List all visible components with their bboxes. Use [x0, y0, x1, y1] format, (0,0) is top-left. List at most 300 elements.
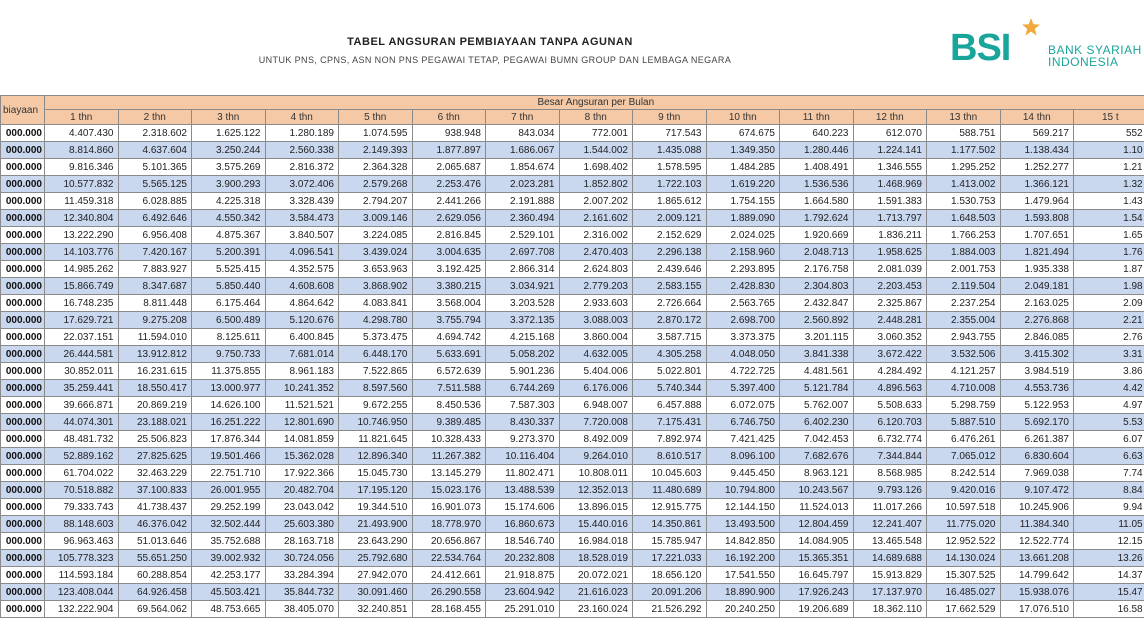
installment-cell: 25.291.010 — [486, 601, 560, 618]
column-header-tenor: 9 thn — [633, 110, 707, 125]
installment-cell: 60.288.854 — [118, 567, 192, 584]
installment-cell: 2.583.155 — [633, 278, 707, 295]
installment-cell: 12.915.775 — [633, 499, 707, 516]
installment-cell: 772.001 — [559, 125, 633, 142]
installment-cell: 1.754.155 — [706, 193, 780, 210]
installment-cell: 1.792.624 — [780, 210, 854, 227]
installment-cell: 10.597.518 — [927, 499, 1001, 516]
installment-cell: 1.366.121 — [1000, 176, 1074, 193]
installment-cell: 4.608.608 — [265, 278, 339, 295]
installment-cell: 15.307.525 — [927, 567, 1001, 584]
installment-cell: 7.065.012 — [927, 448, 1001, 465]
column-header-tenor: 12 thn — [853, 110, 927, 125]
installment-cell: 1.10 — [1074, 142, 1144, 159]
installment-cell: 1.958.625 — [853, 244, 927, 261]
installment-cell: 588.751 — [927, 125, 1001, 142]
table-row — [1, 533, 1144, 550]
table-body — [1, 125, 1144, 618]
financing-amount-cell: 000.000 — [1, 397, 45, 414]
installment-cell: 37.100.833 — [118, 482, 192, 499]
installment-cell: 8.597.560 — [339, 380, 413, 397]
installment-cell: 15.938.076 — [1000, 584, 1074, 601]
installment-cell: 1.413.002 — [927, 176, 1001, 193]
installment-cell: 1.074.595 — [339, 125, 413, 142]
installment-cell: 7.042.453 — [780, 431, 854, 448]
installment-cell: 22.751.710 — [192, 465, 266, 482]
installment-cell: 3.203.528 — [486, 295, 560, 312]
installment-cell: 1.686.067 — [486, 142, 560, 159]
installment-cell: 12.952.522 — [927, 533, 1001, 550]
installment-cell: 5.508.633 — [853, 397, 927, 414]
installment-cell: 4.864.642 — [265, 295, 339, 312]
installment-cell: 8.347.687 — [118, 278, 192, 295]
installment-cell: 17.137.970 — [853, 584, 927, 601]
installment-cell: 13.493.500 — [706, 516, 780, 533]
installment-cell: 14.37 — [1074, 567, 1144, 584]
installment-cell: 4.215.168 — [486, 329, 560, 346]
column-header-tenor: 8 thn — [559, 110, 633, 125]
financing-amount-cell: 000.000 — [1, 193, 45, 210]
installment-cell: 2.203.453 — [853, 278, 927, 295]
installment-cell: 6.948.007 — [559, 397, 633, 414]
installment-cell: 6.457.888 — [633, 397, 707, 414]
installment-cell: 5.397.400 — [706, 380, 780, 397]
installment-cell: 6.175.464 — [192, 295, 266, 312]
installment-cell: 2.163.025 — [1000, 295, 1074, 312]
installment-cell: 16.901.073 — [412, 499, 486, 516]
installment-cell: 18.890.900 — [706, 584, 780, 601]
installment-cell: 6.492.646 — [118, 210, 192, 227]
installment-cell: 7.720.008 — [559, 414, 633, 431]
installment-cell: 2.360.494 — [486, 210, 560, 227]
installment-cell: 20.656.867 — [412, 533, 486, 550]
installment-cell: 612.070 — [853, 125, 927, 142]
installment-cell: 843.034 — [486, 125, 560, 142]
installment-cell: 6.500.489 — [192, 312, 266, 329]
installment-cell: 2.325.867 — [853, 295, 927, 312]
installment-cell: 2.448.281 — [853, 312, 927, 329]
installment-cell: 14.081.859 — [265, 431, 339, 448]
installment-cell: 2.023.281 — [486, 176, 560, 193]
installment-cell: 10.794.800 — [706, 482, 780, 499]
installment-cell: 4.284.492 — [853, 363, 927, 380]
column-header-tenor: 6 thn — [412, 110, 486, 125]
installment-cell: 717.543 — [633, 125, 707, 142]
installment-cell: 3.840.507 — [265, 227, 339, 244]
financing-amount-cell: 000.000 — [1, 329, 45, 346]
installment-cell: 2.76 — [1074, 329, 1144, 346]
table-row — [1, 550, 1144, 567]
installment-cell: 15.362.028 — [265, 448, 339, 465]
installment-cell: 28.163.718 — [265, 533, 339, 550]
installment-cell: 5.633.691 — [412, 346, 486, 363]
installment-cell: 16.860.673 — [486, 516, 560, 533]
table-row — [1, 363, 1144, 380]
installment-cell: 55.651.250 — [118, 550, 192, 567]
installment-cell: 10.243.567 — [780, 482, 854, 499]
financing-amount-cell: 000.000 — [1, 278, 45, 295]
installment-cell: 1.280.189 — [265, 125, 339, 142]
installment-cell: 9.750.733 — [192, 346, 266, 363]
installment-cell: 13.661.208 — [1000, 550, 1074, 567]
installment-cell: 17.922.366 — [265, 465, 339, 482]
financing-amount-cell: 000.000 — [1, 363, 45, 380]
installment-cell: 6.120.703 — [853, 414, 927, 431]
installment-cell: 14.626.100 — [192, 397, 266, 414]
installment-cell: 6.072.075 — [706, 397, 780, 414]
installment-cell: 38.405.070 — [265, 601, 339, 618]
installment-cell: 9.389.485 — [412, 414, 486, 431]
financing-amount-cell: 000.000 — [1, 533, 45, 550]
installment-cell: 3.060.352 — [853, 329, 927, 346]
installment-cell: 2.049.181 — [1000, 278, 1074, 295]
financing-amount-cell: 000.000 — [1, 210, 45, 227]
installment-cell: 1.722.103 — [633, 176, 707, 193]
installment-cell: 2.161.602 — [559, 210, 633, 227]
installment-cell: 4.083.841 — [339, 295, 413, 312]
installment-cell: 11.821.645 — [339, 431, 413, 448]
financing-amount-cell: 000.000 — [1, 516, 45, 533]
installment-cell: 640.223 — [780, 125, 854, 142]
installment-cell: 11.480.689 — [633, 482, 707, 499]
installment-cell: 20.869.219 — [118, 397, 192, 414]
installment-cell: 18.362.110 — [853, 601, 927, 618]
installment-cell: 18.778.970 — [412, 516, 486, 533]
installment-cell: 1.54 — [1074, 210, 1144, 227]
installment-cell: 9.793.126 — [853, 482, 927, 499]
table-row — [1, 312, 1144, 329]
installment-cell: 13.896.015 — [559, 499, 633, 516]
installment-cell: 1.884.003 — [927, 244, 1001, 261]
installment-cell: 1.865.612 — [633, 193, 707, 210]
installment-cell: 5.901.236 — [486, 363, 560, 380]
installment-cell: 3.439.024 — [339, 244, 413, 261]
installment-cell: 2.794.207 — [339, 193, 413, 210]
table-row — [1, 278, 1144, 295]
installment-cell: 8.961.183 — [265, 363, 339, 380]
logo-text — [1048, 44, 1142, 68]
installment-cell: 23.643.290 — [339, 533, 413, 550]
installment-cell: 14.350.861 — [633, 516, 707, 533]
installment-cell: 8.811.448 — [118, 295, 192, 312]
installment-cell: 674.675 — [706, 125, 780, 142]
financing-amount-cell: 000.000 — [1, 482, 45, 499]
installment-cell: 2.579.268 — [339, 176, 413, 193]
installment-cell: 16.192.200 — [706, 550, 780, 567]
installment-cell: 17.076.510 — [1000, 601, 1074, 618]
installment-cell: 13.912.812 — [118, 346, 192, 363]
financing-amount-cell: 000.000 — [1, 380, 45, 397]
installment-cell: 1.920.669 — [780, 227, 854, 244]
installment-cell: 1.836.211 — [853, 227, 927, 244]
installment-cell: 4.407.430 — [45, 125, 119, 142]
installment-cell: 2.439.646 — [633, 261, 707, 278]
installment-cell: 1.349.350 — [706, 142, 780, 159]
financing-amount-cell: 000.000 — [1, 567, 45, 584]
installment-table-container[interactable] — [0, 95, 1144, 635]
installment-cell: 2.846.085 — [1000, 329, 1074, 346]
installment-cell: 10.245.906 — [1000, 499, 1074, 516]
installment-cell: 2.698.700 — [706, 312, 780, 329]
installment-cell: 5.022.801 — [633, 363, 707, 380]
installment-cell: 9.816.346 — [45, 159, 119, 176]
installment-cell: 1.698.402 — [559, 159, 633, 176]
installment-cell: 32.502.444 — [192, 516, 266, 533]
installment-cell: 5.404.006 — [559, 363, 633, 380]
financing-amount-cell: 000.000 — [1, 346, 45, 363]
installment-cell: 9.672.255 — [339, 397, 413, 414]
installment-cell: 8.125.611 — [192, 329, 266, 346]
installment-cell: 11.521.521 — [265, 397, 339, 414]
financing-amount-cell: 000.000 — [1, 431, 45, 448]
installment-cell: 21.616.023 — [559, 584, 633, 601]
installment-cell: 48.481.732 — [45, 431, 119, 448]
installment-cell: 3.532.506 — [927, 346, 1001, 363]
column-header-tenor: 2 thn — [118, 110, 192, 125]
installment-cell: 6.746.750 — [706, 414, 780, 431]
installment-cell: 15.023.176 — [412, 482, 486, 499]
installment-cell: 12.801.690 — [265, 414, 339, 431]
installment-cell: 17.662.529 — [927, 601, 1001, 618]
installment-cell: 1.98 — [1074, 278, 1144, 295]
installment-cell: 13.145.279 — [412, 465, 486, 482]
installment-cell: 3.584.473 — [265, 210, 339, 227]
installment-cell: 8.84 — [1074, 482, 1144, 499]
installment-cell: 9.420.016 — [927, 482, 1001, 499]
installment-cell: 7.74 — [1074, 465, 1144, 482]
installment-cell: 29.252.199 — [192, 499, 266, 516]
installment-cell: 14.985.262 — [45, 261, 119, 278]
installment-cell: 3.755.794 — [412, 312, 486, 329]
financing-amount-cell: 000.000 — [1, 584, 45, 601]
installment-cell: 15.913.829 — [853, 567, 927, 584]
installment-cell: 1.854.674 — [486, 159, 560, 176]
installment-cell: 4.875.367 — [192, 227, 266, 244]
installment-cell: 7.969.038 — [1000, 465, 1074, 482]
installment-cell: 2.470.403 — [559, 244, 633, 261]
installment-cell: 4.121.257 — [927, 363, 1001, 380]
installment-cell: 2.191.888 — [486, 193, 560, 210]
installment-cell: 2.21 — [1074, 312, 1144, 329]
installment-cell: 20.482.704 — [265, 482, 339, 499]
installment-cell: 25.506.823 — [118, 431, 192, 448]
installment-cell: 9.94 — [1074, 499, 1144, 516]
installment-cell: 10.241.352 — [265, 380, 339, 397]
financing-amount-cell: 000.000 — [1, 295, 45, 312]
installment-cell: 2.441.266 — [412, 193, 486, 210]
installment-cell: 3.868.902 — [339, 278, 413, 295]
installment-cell: 5.692.170 — [1000, 414, 1074, 431]
installment-cell: 15.365.351 — [780, 550, 854, 567]
installment-cell: 12.522.774 — [1000, 533, 1074, 550]
installment-cell: 2.007.202 — [559, 193, 633, 210]
installment-cell: 2.296.138 — [633, 244, 707, 261]
financing-amount-cell: 000.000 — [1, 176, 45, 193]
installment-cell: 13.000.977 — [192, 380, 266, 397]
installment-cell: 41.738.437 — [118, 499, 192, 516]
installment-cell: 5.565.125 — [118, 176, 192, 193]
installment-cell: 1.43 — [1074, 193, 1144, 210]
installment-cell: 569.217 — [1000, 125, 1074, 142]
installment-cell: 3.984.519 — [1000, 363, 1074, 380]
installment-cell: 1.619.220 — [706, 176, 780, 193]
installment-cell: 42.253.177 — [192, 567, 266, 584]
installment-cell: 2.065.687 — [412, 159, 486, 176]
table-row — [1, 414, 1144, 431]
installment-cell: 16.251.222 — [192, 414, 266, 431]
installment-cell: 17.221.033 — [633, 550, 707, 567]
installment-cell: 4.632.005 — [559, 346, 633, 363]
installment-cell: 11.05 — [1074, 516, 1144, 533]
installment-cell: 46.376.042 — [118, 516, 192, 533]
installment-cell: 1.707.651 — [1000, 227, 1074, 244]
installment-cell: 7.344.844 — [853, 448, 927, 465]
installment-cell: 14.799.642 — [1000, 567, 1074, 584]
installment-cell: 4.42 — [1074, 380, 1144, 397]
financing-amount-cell: 000.000 — [1, 414, 45, 431]
installment-cell: 2.629.056 — [412, 210, 486, 227]
installment-cell: 2.081.039 — [853, 261, 927, 278]
installment-cell: 13.488.539 — [486, 482, 560, 499]
installment-cell: 10.808.011 — [559, 465, 633, 482]
installment-cell: 28.168.455 — [412, 601, 486, 618]
installment-cell: 16.984.018 — [559, 533, 633, 550]
financing-amount-cell: 000.000 — [1, 142, 45, 159]
installment-cell: 1.648.503 — [927, 210, 1001, 227]
installment-cell: 8.450.536 — [412, 397, 486, 414]
column-header-tenor: 1 thn — [45, 110, 119, 125]
installment-cell: 1.713.797 — [853, 210, 927, 227]
installment-cell: 6.176.006 — [559, 380, 633, 397]
installment-cell: 64.926.458 — [118, 584, 192, 601]
installment-cell: 11.802.471 — [486, 465, 560, 482]
installment-cell: 25.792.680 — [339, 550, 413, 567]
installment-cell: 4.481.561 — [780, 363, 854, 380]
table-row — [1, 244, 1144, 261]
installment-cell: 21.918.875 — [486, 567, 560, 584]
installment-cell: 23.188.021 — [118, 414, 192, 431]
column-header-tenor: 13 thn — [927, 110, 1001, 125]
installment-cell: 35.752.688 — [192, 533, 266, 550]
installment-cell: 96.963.463 — [45, 533, 119, 550]
installment-cell: 6.402.230 — [780, 414, 854, 431]
financing-amount-cell: 000.000 — [1, 499, 45, 516]
installment-cell: 9.264.010 — [559, 448, 633, 465]
column-group-header: Besar Angsuran per Bulan — [45, 96, 1144, 110]
installment-cell: 3.568.004 — [412, 295, 486, 312]
column-header-financing: biayaan — [1, 96, 45, 125]
installment-cell: 7.511.588 — [412, 380, 486, 397]
installment-cell: 10.577.832 — [45, 176, 119, 193]
installment-cell: 79.333.743 — [45, 499, 119, 516]
page-subtitle: UNTUK PNS, CPNS, ASN NON PNS PEGAWAI TETAP, PEGAWAI BUMN GROUP DAN LEMBAGA NEGARA — [258, 55, 732, 65]
installment-cell: 9.107.472 — [1000, 482, 1074, 499]
installment-cell: 7.682.676 — [780, 448, 854, 465]
installment-cell: 1.65 — [1074, 227, 1144, 244]
installment-cell: 18.550.417 — [118, 380, 192, 397]
installment-cell: 4.710.008 — [927, 380, 1001, 397]
installment-cell: 2.048.713 — [780, 244, 854, 261]
financing-amount-cell: 000.000 — [1, 159, 45, 176]
table-row — [1, 380, 1144, 397]
installment-cell: 14.689.688 — [853, 550, 927, 567]
installment-cell: 16.58 — [1074, 601, 1144, 618]
installment-cell: 2.866.314 — [486, 261, 560, 278]
installment-cell: 2.318.602 — [118, 125, 192, 142]
installment-cell: 16.485.027 — [927, 584, 1001, 601]
table-row — [1, 431, 1144, 448]
installment-cell: 11.375.855 — [192, 363, 266, 380]
installment-table — [0, 95, 1144, 618]
installment-cell: 18.546.740 — [486, 533, 560, 550]
page-title: TABEL ANGSURAN PEMBIAYAAN TANPA AGUNAN — [347, 36, 633, 48]
installment-cell: 4.550.342 — [192, 210, 266, 227]
installment-cell: 1.578.595 — [633, 159, 707, 176]
installment-cell: 3.860.004 — [559, 329, 633, 346]
installment-cell: 88.148.603 — [45, 516, 119, 533]
installment-cell: 5.121.784 — [780, 380, 854, 397]
installment-cell: 12.144.150 — [706, 499, 780, 516]
installment-cell: 3.328.439 — [265, 193, 339, 210]
installment-cell: 69.564.062 — [118, 601, 192, 618]
installment-cell: 6.07 — [1074, 431, 1144, 448]
installment-cell: 2.158.960 — [706, 244, 780, 261]
table-row — [1, 227, 1144, 244]
installment-cell: 1.280.446 — [780, 142, 854, 159]
installment-cell: 1.224.141 — [853, 142, 927, 159]
installment-cell: 2.237.254 — [927, 295, 1001, 312]
installment-cell: 2.009.121 — [633, 210, 707, 227]
installment-cell: 15.866.749 — [45, 278, 119, 295]
installment-cell: 2.09 — [1074, 295, 1144, 312]
column-header-tenor: 10 thn — [706, 110, 780, 125]
installment-cell: 3.192.425 — [412, 261, 486, 278]
installment-cell: 8.430.337 — [486, 414, 560, 431]
installment-cell: 8.096.100 — [706, 448, 780, 465]
installment-cell: 2.152.629 — [633, 227, 707, 244]
installment-cell: 6.63 — [1074, 448, 1144, 465]
installment-cell: 2.024.025 — [706, 227, 780, 244]
installment-cell: 2.316.002 — [559, 227, 633, 244]
installment-cell: 6.400.845 — [265, 329, 339, 346]
installment-cell: 70.518.882 — [45, 482, 119, 499]
table-row — [1, 499, 1144, 516]
installment-cell: 2.253.476 — [412, 176, 486, 193]
installment-cell: 1.435.088 — [633, 142, 707, 159]
installment-cell: 3.088.003 — [559, 312, 633, 329]
installment-cell: 2.364.328 — [339, 159, 413, 176]
installment-cell: 13.222.290 — [45, 227, 119, 244]
installment-cell: 2.933.603 — [559, 295, 633, 312]
installment-cell: 123.408.044 — [45, 584, 119, 601]
installment-cell: 3.004.635 — [412, 244, 486, 261]
installment-cell: 1.591.383 — [853, 193, 927, 210]
installment-cell: 23.043.042 — [265, 499, 339, 516]
installment-cell: 17.926.243 — [780, 584, 854, 601]
installment-cell: 2.624.803 — [559, 261, 633, 278]
table-row — [1, 142, 1144, 159]
installment-cell: 7.883.927 — [118, 261, 192, 278]
installment-cell: 7.587.303 — [486, 397, 560, 414]
installment-cell: 45.503.421 — [192, 584, 266, 601]
installment-cell: 6.572.639 — [412, 363, 486, 380]
installment-cell: 14.842.850 — [706, 533, 780, 550]
installment-cell: 44.074.301 — [45, 414, 119, 431]
installment-cell: 1.484.285 — [706, 159, 780, 176]
installment-cell: 2.816.372 — [265, 159, 339, 176]
installment-cell: 33.284.394 — [265, 567, 339, 584]
installment-cell: 12.15 — [1074, 533, 1144, 550]
